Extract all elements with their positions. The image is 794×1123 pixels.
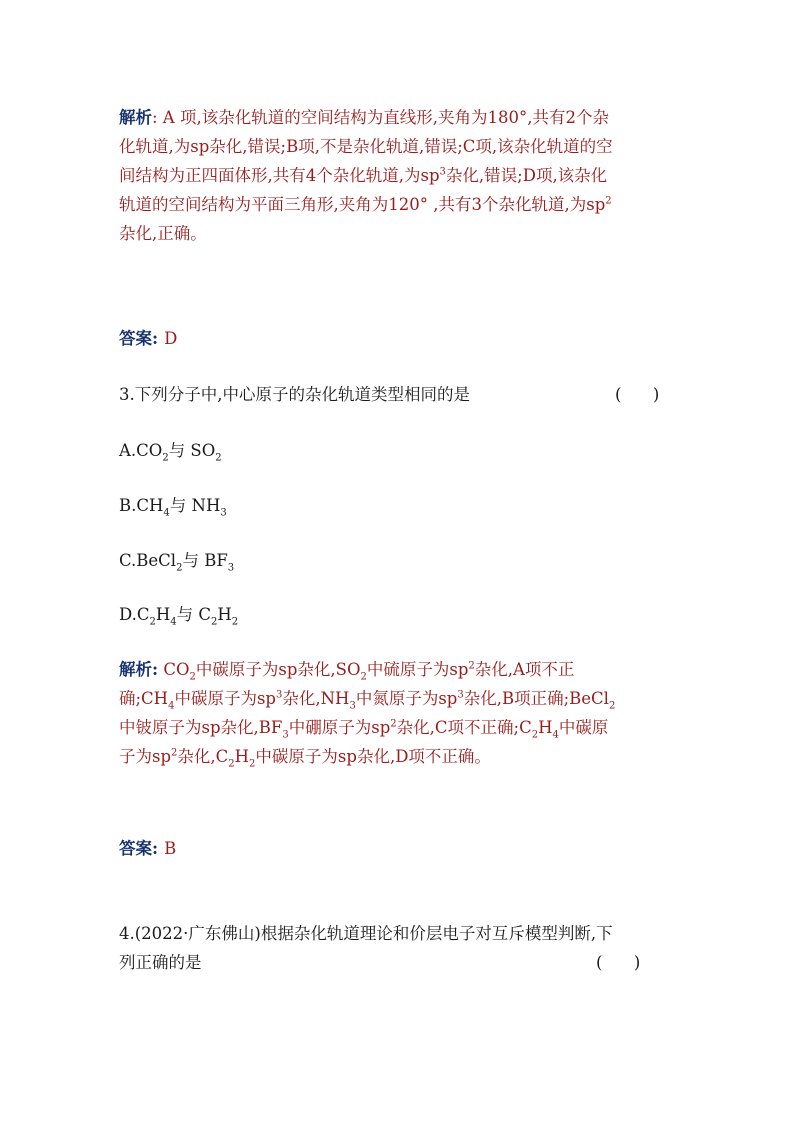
analysis-label: 解析 [119,660,152,679]
option-d: $D.C_2H_4$与 $C_2H_2$ [119,605,239,628]
answer-label: 答案 [119,329,152,348]
analysis-label: 解析 [119,108,152,127]
option-b: $B.CH_4$与 $NH_3$ [119,496,227,519]
option-c: C.BeCl$_2$与 $BF_3$ [119,551,235,574]
answer-blank-parens: ( ) [615,385,660,404]
answer-value: B [164,839,177,858]
analysis-2: 解析: $CO_2$中碳原子为sp杂化$,SO_2$中硫原子为$sp^2$杂化,A项不正 确$;CH_4$中碳原子为$sp^3$杂化$,NH_3$中氮原子为$sp^3$杂化,B项正确;BeCl$_2$ 中铍原子为sp杂化$,BF_3$中硼原子为$sp^2$杂化,C项不正确$;C_2H_4$中碳原 子为$sp^2$杂化$,C_2H_2$中碳原子为sp杂化,D项不正确。 [119,660,616,770]
answer-blank-parens: ( ) [596,953,641,972]
question-3-stem: 3.下列分子中,中心原子的杂化轨道类型相同的是 ( ) [119,380,679,409]
answer-label: 答案 [119,839,152,858]
answer-value: D [164,329,178,348]
question-4-stem: 4.(2022·广东佛山)根据杂化轨道理论和价层电子对互斥模型判断,下 列正确的是 ( ) [119,919,679,977]
analysis-1: 解析: A 项,该杂化轨道的空间结构为直线形,夹角为180°,共有2个杂 化轨道,为sp杂化,错误;B项,不是杂化轨道,错误;C项,该杂化轨道的空 间结构为正四面体形,共有4个杂化轨道,为$sp^3$杂化,错误;D项,该杂化 轨道的空间结构为平面三角形,夹角为120° ,共有3个杂化轨道,为$sp^2$ 杂化,正确。 [119,108,613,243]
option-a: $A.CO_2$与 $SO_2$ [119,441,222,464]
answer-1: 答案: D [119,329,178,348]
answer-2: 答案: B [119,839,177,858]
